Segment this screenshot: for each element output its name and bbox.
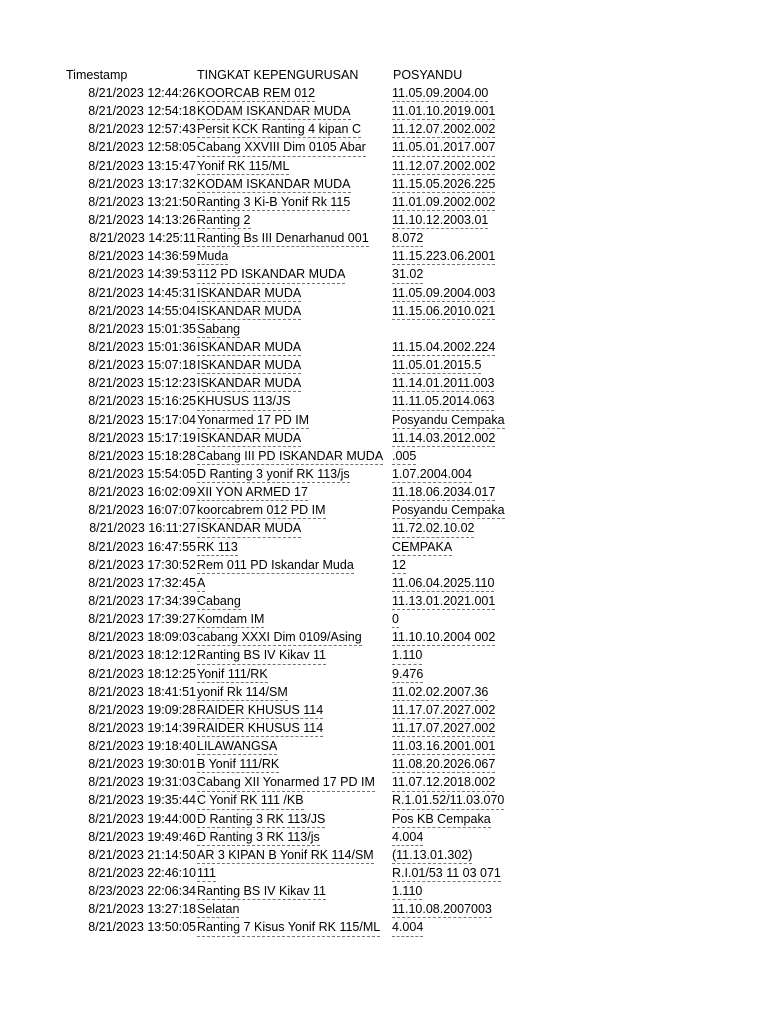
cell-tingkat-kepengurusan: Persit KCK Ranting 4 kipan C [197,120,361,138]
cell-timestamp: 8/21/2023 19:31:03 [88,775,196,790]
cell-timestamp: 8/21/2023 16:07:07 [88,503,196,518]
header-tingkat-kepengurusan: TINGKAT KEPENGURUSAN [197,68,359,82]
table-row [0,828,768,846]
table-row [0,211,768,229]
cell-timestamp: 8/21/2023 15:01:36 [88,339,196,354]
table-row [0,592,768,610]
cell-timestamp: 8/21/2023 15:54:05 [88,466,196,481]
cell-tingkat-kepengurusan: Cabang XXVIII Dim 0105 Abar [197,138,366,156]
cell-posyandu: Posyandu Cempaka [392,411,505,429]
cell-posyandu: 11.07.12.2018.002 [392,773,495,791]
cell-posyandu: 11.08.20.2026.067 [392,755,495,773]
table-row [0,646,768,664]
cell-tingkat-kepengurusan: LILAWANGSA [197,737,277,755]
cell-tingkat-kepengurusan: Komdam IM [197,610,264,628]
header-posyandu: POSYANDU [393,68,463,82]
cell-tingkat-kepengurusan: Ranting 7 Kisus Yonif RK 115/ML [197,918,380,936]
cell-tingkat-kepengurusan: Ranting BS IV Kikav 11 [197,646,326,664]
cell-tingkat-kepengurusan: Ranting Bs III Denarhanud 001 [197,229,369,247]
cell-tingkat-kepengurusan: Muda [197,247,228,265]
cell-tingkat-kepengurusan: Rem 011 PD Iskandar Muda [197,556,354,574]
cell-tingkat-kepengurusan: D Ranting 3 RK 113/js [197,828,320,846]
cell-tingkat-kepengurusan: yonif Rk 114/SM [197,683,288,701]
header-timestamp: Timestamp [66,68,128,82]
table-row [0,882,768,900]
cell-tingkat-kepengurusan: RAIDER KHUSUS 114 [197,701,323,719]
cell-posyandu: 11.10.10.2004 002 [392,628,495,646]
table-row [0,229,768,247]
cell-tingkat-kepengurusan: Cabang III PD ISKANDAR MUDA [197,447,383,465]
cell-posyandu: 1.110 [392,882,422,900]
table-row [0,864,768,882]
cell-timestamp: 8/21/2023 19:49:46 [88,829,196,844]
cell-posyandu: R.I.01/53 11 03 071 [392,864,501,882]
cell-posyandu: 12 [392,556,406,574]
cell-posyandu: 11.17.07.2027.002 [392,701,495,719]
cell-timestamp: 8/21/2023 16:11:27 [89,521,196,536]
table-body [0,84,768,937]
cell-posyandu: 11.11.05.2014.063 [392,392,494,410]
cell-posyandu: R.1.01.52/11.03.070 [392,791,504,809]
table-row [0,556,768,574]
table-row [0,157,768,175]
cell-timestamp: 8/21/2023 17:30:52 [88,557,196,572]
cell-posyandu: 31.02 [392,265,423,283]
cell-posyandu: 11.05.01.2015.5 [392,356,481,374]
table-row [0,138,768,156]
cell-timestamp: 8/21/2023 12:57:43 [88,122,196,137]
table-row [0,701,768,719]
cell-timestamp: 8/21/2023 17:39:27 [88,612,196,627]
cell-posyandu: Pos KB Cempaka [392,810,491,828]
cell-tingkat-kepengurusan: ISKANDAR MUDA [197,302,301,320]
cell-posyandu: 1.07.2004.004 [392,465,472,483]
cell-posyandu: 11.10.12.2003.01 [392,211,488,229]
table-row [0,411,768,429]
cell-tingkat-kepengurusan: ISKANDAR MUDA [197,356,301,374]
cell-posyandu: 11.01.10.2019.001 [392,102,495,120]
table-row [0,519,768,537]
cell-timestamp: 8/21/2023 18:12:12 [88,648,196,663]
cell-timestamp: 8/21/2023 13:15:47 [88,158,196,173]
cell-tingkat-kepengurusan: KODAM ISKANDAR MUDA [197,102,351,120]
cell-tingkat-kepengurusan: ISKANDAR MUDA [197,338,301,356]
cell-posyandu: Posyandu Cempaka [392,501,505,519]
cell-posyandu: 11.05.09.2004.003 [392,284,495,302]
table-row [0,392,768,410]
cell-timestamp: 8/21/2023 16:02:09 [88,485,196,500]
cell-timestamp: 8/21/2023 19:44:00 [88,811,196,826]
table-row [0,791,768,809]
cell-tingkat-kepengurusan: Yonarmed 17 PD IM [197,411,309,429]
table-header-row [0,66,768,84]
cell-tingkat-kepengurusan: XII YON ARMED 17 [197,483,308,501]
cell-posyandu: 11.05.01.2017.007 [392,138,495,156]
cell-timestamp: 8/21/2023 18:12:25 [88,666,196,681]
cell-tingkat-kepengurusan: Cabang XII Yonarmed 17 PD IM [197,773,375,791]
table-row [0,810,768,828]
cell-timestamp: 8/21/2023 16:47:55 [88,539,196,554]
cell-timestamp: 8/21/2023 12:44:26 [88,86,196,100]
table-row [0,610,768,628]
cell-posyandu: 9.476 [392,665,423,683]
cell-tingkat-kepengurusan: D Ranting 3 yonif RK 113/js [197,465,350,483]
cell-posyandu: 11.03.16.2001.001 [392,737,495,755]
cell-timestamp: 8/21/2023 14:36:59 [88,249,196,264]
cell-tingkat-kepengurusan: 111 [197,864,216,882]
table-row [0,447,768,465]
cell-posyandu: 4.004 [392,918,423,936]
table-row [0,193,768,211]
cell-tingkat-kepengurusan: KODAM ISKANDAR MUDA [197,175,351,193]
table-row [0,247,768,265]
table-row [0,265,768,283]
table-row [0,284,768,302]
cell-tingkat-kepengurusan: ISKANDAR MUDA [197,429,301,447]
cell-tingkat-kepengurusan: RAIDER KHUSUS 114 [197,719,323,737]
cell-tingkat-kepengurusan: Ranting 2 [197,211,251,229]
cell-timestamp: 8/21/2023 17:32:45 [88,575,196,590]
cell-timestamp: 8/21/2023 15:12:23 [88,376,196,391]
table-row [0,900,768,918]
cell-posyandu: 11.12.07.2002.002 [392,120,495,138]
table-row [0,120,768,138]
cell-tingkat-kepengurusan: Ranting BS IV Kikav 11 [197,882,326,900]
table-row [0,320,768,338]
table-row [0,429,768,447]
cell-posyandu: 11.15.05.2026.225 [392,175,495,193]
table-row [0,846,768,864]
cell-tingkat-kepengurusan: D Ranting 3 RK 113/JS [197,810,325,828]
cell-posyandu: 11.15.04.2002.224 [392,338,495,356]
cell-timestamp: 8/21/2023 22:46:10 [88,866,196,881]
cell-timestamp: 8/21/2023 19:14:39 [88,720,196,735]
cell-tingkat-kepengurusan: koorcabrem 012 PD IM [197,501,326,519]
cell-timestamp: 8/21/2023 19:35:44 [88,793,196,808]
table-row [0,538,768,556]
table-row [0,574,768,592]
cell-posyandu: 11.14.03.2012.002 [392,429,495,447]
cell-posyandu: 11.13.01.2021.001 [392,592,495,610]
table-row [0,755,768,773]
cell-timestamp: 8/21/2023 18:41:51 [88,684,196,699]
cell-timestamp: 8/21/2023 14:55:04 [88,303,196,318]
cell-tingkat-kepengurusan: ISKANDAR MUDA [197,374,301,392]
cell-timestamp: 8/21/2023 12:58:05 [88,140,196,155]
cell-tingkat-kepengurusan: B Yonif 111/RK [197,755,279,773]
cell-tingkat-kepengurusan: Cabang [197,592,241,610]
cell-timestamp: 8/21/2023 15:01:35 [88,321,196,336]
cell-tingkat-kepengurusan: AR 3 KIPAN B Yonif RK 114/SM [197,846,374,864]
table-row [0,84,768,102]
cell-tingkat-kepengurusan: ISKANDAR MUDA [197,284,301,302]
table-row [0,356,768,374]
cell-posyandu: 11.14.01.2011.003 [392,374,494,392]
table-row [0,338,768,356]
cell-posyandu: 8.072 [392,229,423,247]
cell-timestamp: 8/21/2023 15:07:18 [88,358,196,373]
table-row [0,465,768,483]
cell-timestamp: 8/21/2023 17:34:39 [88,593,196,608]
cell-timestamp: 8/21/2023 14:25:11 [89,231,196,246]
cell-posyandu: 11.15.06.2010.021 [392,302,495,320]
table-row [0,102,768,120]
cell-timestamp: 8/21/2023 13:27:18 [88,902,196,917]
cell-posyandu: CEMPAKA [392,538,452,556]
cell-timestamp: 8/21/2023 14:45:31 [88,285,196,300]
cell-timestamp: 8/21/2023 18:09:03 [88,630,196,645]
table-row [0,628,768,646]
cell-timestamp: 8/21/2023 15:16:25 [88,394,196,409]
cell-timestamp: 8/21/2023 19:18:40 [88,739,196,754]
cell-timestamp: 8/21/2023 21:14:50 [88,847,196,862]
cell-timestamp: 8/21/2023 14:13:26 [88,212,196,227]
cell-posyandu: 11.10.08.2007003 [392,900,492,918]
cell-timestamp: 8/21/2023 13:21:50 [88,194,196,209]
cell-posyandu: 11.72.02.10.02 [392,519,474,537]
cell-timestamp: 8/21/2023 15:17:04 [88,412,196,427]
cell-timestamp: 8/21/2023 12:54:18 [88,104,196,119]
cell-posyandu: 11.17.07.2027.002 [392,719,495,737]
cell-tingkat-kepengurusan: Yonif 111/RK [197,665,268,683]
cell-posyandu: 0 [392,610,399,628]
cell-timestamp: 8/21/2023 19:09:28 [88,702,196,717]
cell-timestamp: 8/21/2023 14:39:53 [88,267,196,282]
table-row [0,483,768,501]
cell-posyandu: 11.02.02.2007.36 [392,683,488,701]
cell-tingkat-kepengurusan: RK 113 [197,538,238,556]
table-row [0,918,768,936]
cell-posyandu: 11.15.223.06.2001 [392,247,495,265]
cell-tingkat-kepengurusan: Selatan [197,900,239,918]
cell-posyandu: .005 [392,447,416,465]
table-row [0,719,768,737]
cell-tingkat-kepengurusan: KHUSUS 113/JS [197,392,291,410]
cell-timestamp: 8/21/2023 15:17:19 [88,430,196,445]
cell-timestamp: 8/21/2023 15:18:28 [88,448,196,463]
cell-posyandu: 4.004 [392,828,423,846]
cell-tingkat-kepengurusan: A [197,574,205,592]
cell-posyandu: (11.13.01.302) [392,846,472,864]
cell-tingkat-kepengurusan: Yonif RK 115/ML [197,157,289,175]
cell-tingkat-kepengurusan: C Yonif RK 111 /KB [197,791,304,809]
cell-timestamp: 8/21/2023 13:17:32 [88,176,196,191]
cell-posyandu: 11.01.09.2002.002 [392,193,495,211]
table-row [0,175,768,193]
table-row [0,737,768,755]
cell-posyandu: 11.12.07.2002.002 [392,157,495,175]
cell-tingkat-kepengurusan: ISKANDAR MUDA [197,519,301,537]
cell-tingkat-kepengurusan: Sabang [197,320,240,338]
cell-tingkat-kepengurusan: KOORCAB REM 012 [197,84,315,102]
cell-tingkat-kepengurusan: Ranting 3 Ki-B Yonif Rk 115 [197,193,350,211]
cell-tingkat-kepengurusan: cabang XXXI Dim 0109/Asing [197,628,362,646]
cell-timestamp: 8/21/2023 13:50:05 [88,920,196,935]
cell-timestamp: 8/23/2023 22:06:34 [88,884,196,899]
cell-tingkat-kepengurusan: 112 PD ISKANDAR MUDA [197,265,345,283]
cell-timestamp: 8/21/2023 19:30:01 [88,757,196,772]
table-row [0,665,768,683]
table-row [0,302,768,320]
cell-posyandu: 1.110 [392,646,422,664]
cell-posyandu: 11.05.09.2004.00 [392,84,488,102]
table-row [0,683,768,701]
cell-posyandu: 11.18.06.2034.017 [392,483,495,501]
table-row [0,374,768,392]
table-row [0,773,768,791]
table-row [0,501,768,519]
cell-posyandu: 11.06.04.2025.110 [392,574,494,592]
